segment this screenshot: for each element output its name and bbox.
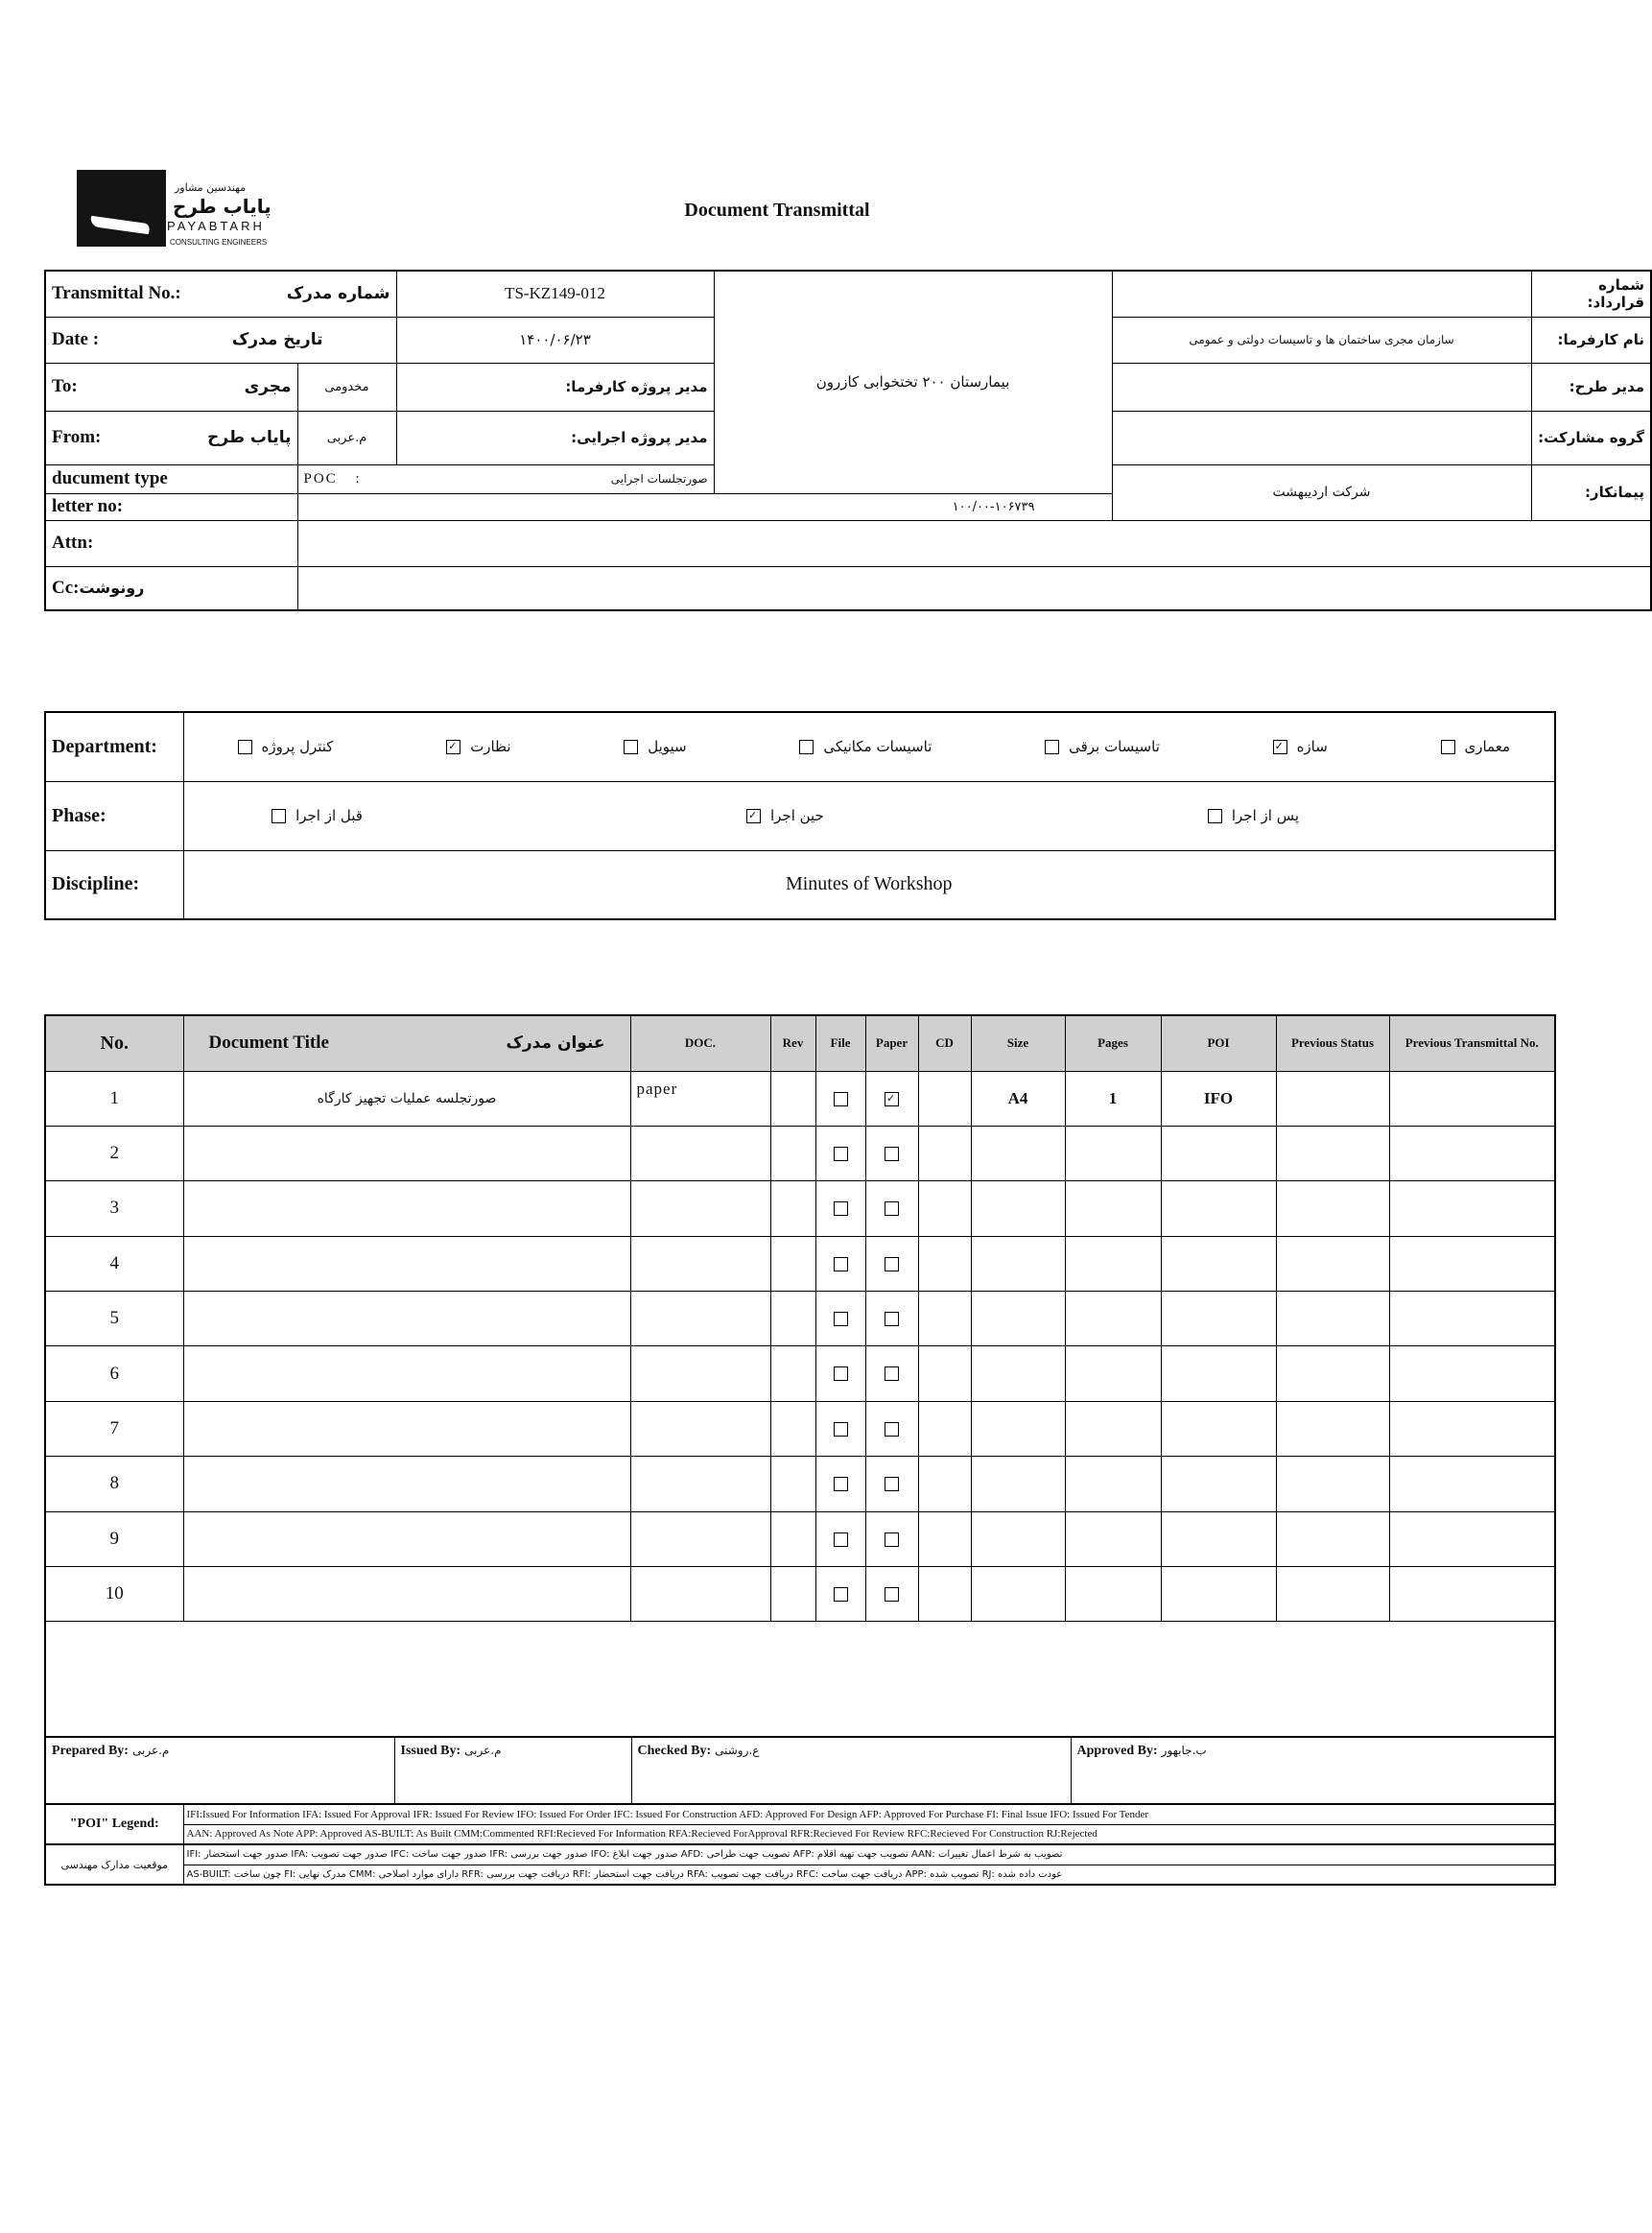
row-cd[interactable] [918, 1401, 971, 1456]
dept-option-supervision[interactable]: نظارت ✓ [446, 738, 510, 755]
transmittal-label-cell: Transmittal No.: شماره مدرک [45, 271, 396, 317]
contract-value[interactable] [1112, 271, 1531, 317]
table-row [45, 1071, 1555, 1126]
row-doc[interactable] [630, 1567, 770, 1622]
partnership-label: گروه مشارکت: [1531, 411, 1651, 464]
row-rev[interactable] [770, 1126, 815, 1180]
row-size[interactable] [971, 1236, 1065, 1291]
col-header-title: Document Title عنوان مدرک [183, 1015, 630, 1071]
row-poi[interactable]: IFO [1161, 1071, 1276, 1126]
cc-field[interactable] [297, 566, 1651, 610]
row-pages[interactable] [1065, 1567, 1161, 1622]
row-pages[interactable] [1065, 1126, 1161, 1180]
row-no: 7 [45, 1401, 183, 1456]
row-cd[interactable] [918, 1181, 971, 1236]
row-poi[interactable] [1161, 1292, 1276, 1346]
row-doc[interactable] [630, 1126, 770, 1180]
phase-after-checkbox[interactable] [1208, 809, 1222, 823]
row-file-checkbox[interactable] [834, 1532, 848, 1547]
row-rev[interactable] [770, 1457, 815, 1511]
row-file-cell [815, 1181, 865, 1236]
row-prev-transmittal[interactable] [1389, 1346, 1555, 1401]
contractor-value[interactable]: شرکت اردیبهشت [1112, 464, 1531, 520]
col-header-file: File [815, 1015, 865, 1071]
to-cell: To: مجری [45, 363, 297, 411]
row-paper-cell [865, 1401, 918, 1456]
row-paper-checkbox[interactable] [885, 1532, 899, 1547]
row-doc[interactable] [630, 1292, 770, 1346]
row-cd[interactable] [918, 1236, 971, 1291]
col-header-size: Size [971, 1015, 1065, 1071]
row-paper-cell [865, 1511, 918, 1566]
design-manager-value[interactable] [1112, 363, 1531, 411]
attn-label: Attn: [45, 520, 297, 566]
row-size[interactable] [971, 1346, 1065, 1401]
row-prev-status[interactable] [1276, 1401, 1389, 1456]
project-name: بیمارستان ۲۰۰ تختخوابی کازرون [714, 271, 1112, 493]
row-paper-cell [865, 1181, 918, 1236]
dept-supervision-checkbox[interactable] [446, 740, 460, 754]
poi-legend-label: "POI" Legend: [45, 1804, 183, 1844]
row-file-cell [815, 1346, 865, 1401]
row-file-checkbox[interactable] [834, 1422, 848, 1437]
row-pages[interactable] [1065, 1181, 1161, 1236]
phase-options [183, 781, 1555, 850]
row-prev-transmittal[interactable] [1389, 1071, 1555, 1126]
row-title[interactable] [183, 1346, 630, 1401]
dept-project-control-checkbox[interactable] [238, 740, 252, 754]
row-file-checkbox[interactable] [834, 1201, 848, 1216]
row-prev-status[interactable] [1276, 1346, 1389, 1401]
table-row [45, 1126, 1555, 1180]
row-prev-transmittal[interactable] [1389, 1457, 1555, 1511]
row-size[interactable] [971, 1401, 1065, 1456]
row-paper-checkbox[interactable] [885, 1587, 899, 1602]
row-poi[interactable] [1161, 1236, 1276, 1291]
row-poi[interactable] [1161, 1457, 1276, 1511]
row-doc[interactable] [630, 1401, 770, 1456]
row-paper-cell [865, 1292, 918, 1346]
row-file-checkbox[interactable] [834, 1477, 848, 1491]
phase-label: Phase: [45, 781, 183, 850]
row-prev-transmittal[interactable] [1389, 1292, 1555, 1346]
row-paper-checkbox[interactable] [885, 1147, 899, 1161]
row-file-checkbox[interactable] [834, 1366, 848, 1381]
discipline-label: Discipline: [45, 850, 183, 919]
row-cd[interactable] [918, 1292, 971, 1346]
row-file-cell [815, 1511, 865, 1566]
col-header-poi: POI [1161, 1015, 1276, 1071]
row-file-checkbox[interactable] [834, 1257, 848, 1271]
dept-option-electrical[interactable]: تاسیسات برقی [1045, 738, 1160, 755]
row-rev[interactable] [770, 1292, 815, 1346]
row-poi[interactable] [1161, 1511, 1276, 1566]
row-cd[interactable] [918, 1126, 971, 1180]
letter-no-value[interactable]: ۱۰۰/۰۰-۱۰۶۷۳۹ [297, 493, 1112, 520]
col-header-pages: Pages [1065, 1015, 1161, 1071]
dept-option-mechanical[interactable]: تاسیسات مکانیکی [799, 738, 932, 755]
logo-fa-subtitle: مهندسین مشاور [175, 181, 247, 194]
row-title[interactable] [183, 1567, 630, 1622]
col-header-cd: CD [918, 1015, 971, 1071]
row-rev[interactable] [770, 1401, 815, 1456]
row-no: 8 [45, 1457, 183, 1511]
row-file-cell [815, 1457, 865, 1511]
row-file-cell [815, 1567, 865, 1622]
row-rev[interactable] [770, 1071, 815, 1126]
phase-option-after[interactable]: پس از اجرا [1208, 807, 1299, 824]
client-pm-name[interactable]: مخدومی [297, 363, 396, 411]
row-paper-cell [865, 1071, 918, 1126]
row-cd[interactable] [918, 1511, 971, 1566]
row-no: 10 [45, 1567, 183, 1622]
row-paper-checkbox[interactable] [885, 1201, 899, 1216]
row-cd[interactable] [918, 1457, 971, 1511]
dept-option-project-control[interactable]: کنترل پروژه [238, 738, 334, 755]
row-no: 1 [45, 1071, 183, 1126]
row-no: 6 [45, 1346, 183, 1401]
row-poi[interactable] [1161, 1126, 1276, 1180]
row-poi[interactable] [1161, 1346, 1276, 1401]
date-value[interactable]: ۱۴۰۰/۰۶/۲۳ [396, 317, 714, 363]
row-rev[interactable] [770, 1181, 815, 1236]
transmittal-no[interactable]: TS-KZ149-012 [396, 271, 714, 317]
row-paper-checkbox[interactable] [885, 1092, 899, 1106]
row-size[interactable] [971, 1567, 1065, 1622]
table-row [45, 1401, 1555, 1456]
phase-before-checkbox[interactable] [271, 809, 286, 823]
row-paper-cell [865, 1236, 918, 1291]
logo-fa-name: پایاب طرح [173, 195, 271, 218]
table-row [45, 1457, 1555, 1511]
signature-table [44, 1736, 1556, 1805]
checked-by[interactable]: Checked By: ع.روشنی [631, 1737, 1071, 1804]
row-pages[interactable] [1065, 1346, 1161, 1401]
row-prev-transmittal[interactable] [1389, 1511, 1555, 1566]
row-title[interactable] [183, 1126, 630, 1180]
col-header-rev: Rev [770, 1015, 815, 1071]
row-rev[interactable] [770, 1511, 815, 1566]
row-poi[interactable] [1161, 1567, 1276, 1622]
col-header-prev-status: Previous Status [1276, 1015, 1389, 1071]
dept-electrical-checkbox[interactable] [1045, 740, 1059, 754]
row-rev[interactable] [770, 1567, 815, 1622]
row-prev-status[interactable] [1276, 1181, 1389, 1236]
row-title[interactable] [183, 1401, 630, 1456]
table-row [45, 1181, 1555, 1236]
row-poi[interactable] [1161, 1181, 1276, 1236]
row-paper-checkbox[interactable] [885, 1422, 899, 1437]
row-rev[interactable] [770, 1236, 815, 1291]
dept-civil-checkbox[interactable] [624, 740, 638, 754]
row-prev-transmittal[interactable] [1389, 1567, 1555, 1622]
dept-structure-checkbox[interactable] [1273, 740, 1287, 754]
table-row [45, 1236, 1555, 1291]
row-prev-status[interactable] [1276, 1126, 1389, 1180]
status-legend-label: موقعیت مدارک مهندسی [45, 1844, 183, 1885]
cc-label: Cc:رونوشت [45, 566, 297, 610]
row-size[interactable]: A4 [971, 1071, 1065, 1126]
employer-label: نام کارفرما: [1531, 317, 1651, 363]
col-header-paper: Paper [865, 1015, 918, 1071]
remarks-area[interactable] [45, 1622, 1555, 1737]
row-title[interactable] [183, 1511, 630, 1566]
row-poi[interactable] [1161, 1401, 1276, 1456]
row-prev-status[interactable] [1276, 1567, 1389, 1622]
dept-option-civil[interactable]: سیویل [624, 738, 686, 755]
col-header-doc: DOC. [630, 1015, 770, 1071]
page-title: Document Transmittal [684, 200, 870, 221]
issued-by[interactable]: Issued By: م.عربی [394, 1737, 631, 1804]
row-no: 2 [45, 1126, 183, 1180]
row-paper-cell [865, 1346, 918, 1401]
row-paper-checkbox[interactable] [885, 1257, 899, 1271]
row-prev-transmittal[interactable] [1389, 1236, 1555, 1291]
row-paper-cell [865, 1567, 918, 1622]
dept-option-structure[interactable]: سازه ✓ [1273, 738, 1328, 755]
row-pages[interactable]: 1 [1065, 1071, 1161, 1126]
poi-legend-line-2: AAN: Approved As Note APP: Approved AS-BUILT: As Built CMM:Commented RFI:Recieved For Information RFA:Recieved ForApproval RFR:Recieved For Review RFC:Recieved For Construction RJ:Rejected [183, 1824, 1555, 1844]
row-prev-transmittal[interactable] [1389, 1401, 1555, 1456]
logo-en-subtitle: CONSULTING ENGINEERS [170, 238, 268, 247]
department-options [183, 712, 1555, 781]
row-doc[interactable] [630, 1236, 770, 1291]
header-table [44, 270, 1652, 611]
exec-pm-name[interactable]: م.عربی [297, 411, 396, 464]
logo-en-name: PAYABTARH [167, 219, 265, 233]
row-file-checkbox[interactable] [834, 1587, 848, 1602]
from-cell: From: پایاب طرح [45, 411, 297, 464]
row-title[interactable] [183, 1292, 630, 1346]
row-pages[interactable] [1065, 1511, 1161, 1566]
row-pages[interactable] [1065, 1292, 1161, 1346]
classification-table [44, 711, 1556, 920]
row-doc[interactable] [630, 1181, 770, 1236]
row-paper-cell [865, 1126, 918, 1180]
row-cd[interactable] [918, 1346, 971, 1401]
row-cd[interactable] [918, 1071, 971, 1126]
dept-architecture-checkbox[interactable] [1441, 740, 1455, 754]
row-doc[interactable] [630, 1511, 770, 1566]
row-prev-status[interactable] [1276, 1511, 1389, 1566]
row-doc[interactable] [630, 1457, 770, 1511]
letter-no-label: letter no: [45, 493, 297, 520]
row-title[interactable] [183, 1181, 630, 1236]
row-pages[interactable] [1065, 1401, 1161, 1456]
design-manager-label: مدیر طرح: [1531, 363, 1651, 411]
contract-label: شماره قرارداد: [1531, 271, 1651, 317]
table-row [45, 1292, 1555, 1346]
col-header-prev-transmittal: Previous Transmittal No. [1389, 1015, 1555, 1071]
row-rev[interactable] [770, 1346, 815, 1401]
row-file-cell [815, 1236, 865, 1291]
table-row [45, 1346, 1555, 1401]
row-size[interactable] [971, 1126, 1065, 1180]
documents-table [44, 1014, 1556, 1738]
phase-during-checkbox[interactable] [746, 809, 761, 823]
row-pages[interactable] [1065, 1457, 1161, 1511]
row-prev-status[interactable] [1276, 1457, 1389, 1511]
approved-by[interactable]: Approved By: ب.جابهور [1071, 1737, 1555, 1804]
row-file-cell [815, 1126, 865, 1180]
row-paper-checkbox[interactable] [885, 1477, 899, 1491]
row-prev-status[interactable] [1276, 1292, 1389, 1346]
prepared-by[interactable]: Prepared By: م.عربی [45, 1737, 394, 1804]
table-row [45, 1567, 1555, 1622]
row-paper-checkbox[interactable] [885, 1366, 899, 1381]
row-size[interactable] [971, 1457, 1065, 1511]
employer-value[interactable]: سازمان مجری ساختمان ها و تاسیسات دولتی و عمومی [1112, 317, 1531, 363]
row-no: 5 [45, 1292, 183, 1346]
phase-option-before[interactable]: قبل از اجرا [271, 807, 363, 824]
col-header-no: No. [45, 1015, 183, 1071]
row-size[interactable] [971, 1181, 1065, 1236]
table-row [45, 1511, 1555, 1566]
contractor-label: پیمانکار: [1531, 464, 1651, 520]
poi-legend-line-1: IFI:Issued For Information IFA: Issued For Approval IFR: Issued For Review IFO: Issued For Order IFC: Issued For Construction AFD: Approved For Design AFP: Approved For Purchase FI: Final Issue IFO: Issued For Tender [183, 1804, 1555, 1824]
date-label-cell: Date : تاریخ مدرک [45, 317, 396, 363]
row-doc[interactable] [630, 1346, 770, 1401]
status-legend-line-2: AS-BUILT: چون ساخت FI: مدرک نهایی CMM: دارای موارد اصلاحی RFR: دریافت جهت بررسی RFI: دریافت جهت استحضار RFA: دریافت جهت تصویب RFC: دریافت جهت ساخت APP: تصویب شده RJ: عودت داده شده [183, 1865, 1555, 1885]
row-file-cell [815, 1292, 865, 1346]
exec-pm-label: مدیر پروژه اجرایی: [396, 411, 714, 464]
row-paper-checkbox[interactable] [885, 1312, 899, 1326]
attn-field[interactable] [297, 520, 1651, 566]
row-file-cell [815, 1401, 865, 1456]
company-logo-mark [77, 170, 166, 247]
partnership-value[interactable] [1112, 411, 1531, 464]
row-no: 3 [45, 1181, 183, 1236]
discipline-value[interactable]: Minutes of Workshop [183, 850, 1555, 919]
row-size[interactable] [971, 1292, 1065, 1346]
row-file-checkbox[interactable] [834, 1092, 848, 1106]
row-prev-transmittal[interactable] [1389, 1126, 1555, 1180]
row-no: 9 [45, 1511, 183, 1566]
row-file-cell [815, 1071, 865, 1126]
row-prev-transmittal[interactable] [1389, 1181, 1555, 1236]
row-no: 4 [45, 1236, 183, 1291]
row-file-checkbox[interactable] [834, 1312, 848, 1326]
row-pages[interactable] [1065, 1236, 1161, 1291]
row-prev-status[interactable] [1276, 1071, 1389, 1126]
phase-option-during[interactable]: حین اجرا ✓ [746, 807, 824, 824]
row-paper-cell [865, 1457, 918, 1511]
row-title[interactable] [183, 1236, 630, 1291]
client-pm-label: مدیر پروژه کارفرما: [396, 363, 714, 411]
doc-type-cell[interactable]: POC : صورتجلسات اجرایی [297, 464, 714, 493]
dept-option-architecture[interactable]: معماری [1441, 738, 1511, 755]
row-cd[interactable] [918, 1567, 971, 1622]
row-size[interactable] [971, 1511, 1065, 1566]
doc-type-label: ducument type [45, 464, 297, 493]
status-legend-line-1: IFI: صدور جهت استحضار IFA: صدور جهت تصویب IFC: صدور جهت ساخت IFR: صدور جهت بررسی IFO: صدور جهت ابلاغ AFD: تصویب جهت طراحی AFP: تصویب جهت تهیه اقلام AAN: تصویب به شرط اعمال تغییرات [183, 1844, 1555, 1865]
row-title[interactable] [183, 1457, 630, 1511]
dept-mechanical-checkbox[interactable] [799, 740, 814, 754]
legend-table [44, 1803, 1556, 1886]
row-prev-status[interactable] [1276, 1236, 1389, 1291]
row-file-checkbox[interactable] [834, 1147, 848, 1161]
row-title[interactable]: صورتجلسه عملیات تجهیز کارگاه [183, 1071, 630, 1126]
row-doc[interactable]: paper [630, 1071, 770, 1126]
department-label: Department: [45, 712, 183, 781]
